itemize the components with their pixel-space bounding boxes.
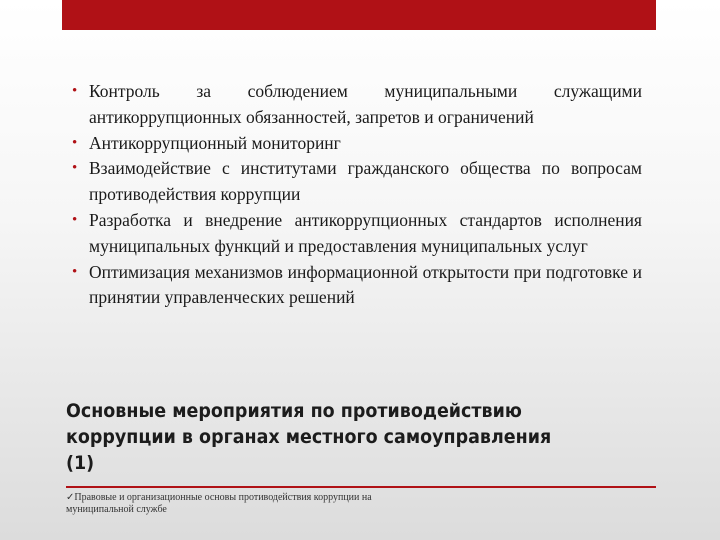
bullet-list [72,79,642,311]
bullet-item [72,79,642,131]
bullet-item [72,131,642,157]
bullet-icon: • [72,134,78,151]
bullet-text: Антикоррупционный мониторинг [89,132,341,153]
bullet-text: Оптимизация механизмов информационной открытости при подготовке и принятии управленческих решений [89,261,642,308]
title-divider [66,486,656,488]
bullet-icon: • [72,211,78,228]
slide-title-line: (1) [66,452,95,474]
bullet-item [72,260,642,312]
bullet-text: Взаимодействие с институтами гражданского общества по вопросам противодействия коррупции [89,158,642,205]
footer-note: ✓Правовые и организационные основы противодействия коррупции на муниципальной службе [66,492,372,515]
slide-title-line: коррупции в органах местного самоуправления [66,426,552,448]
bullet-icon: • [72,83,78,99]
bullet-text: Контроль за соблюдением муниципальными служащими антикоррупционных обязанностей, запретов и ограничений [89,81,642,127]
slide-title-line: Основные мероприятия по противодействию [66,400,522,422]
bullet-icon: • [72,263,78,280]
bullet-icon: • [72,160,78,177]
bullet-text: Разработка и внедрение антикоррупционных стандартов исполнения муниципальных функций и предоставления муниципальных услуг [89,209,642,256]
slide-title [66,398,563,476]
bullet-item [72,208,642,260]
bullet-item [72,156,642,208]
header-accent-bar [62,0,656,30]
